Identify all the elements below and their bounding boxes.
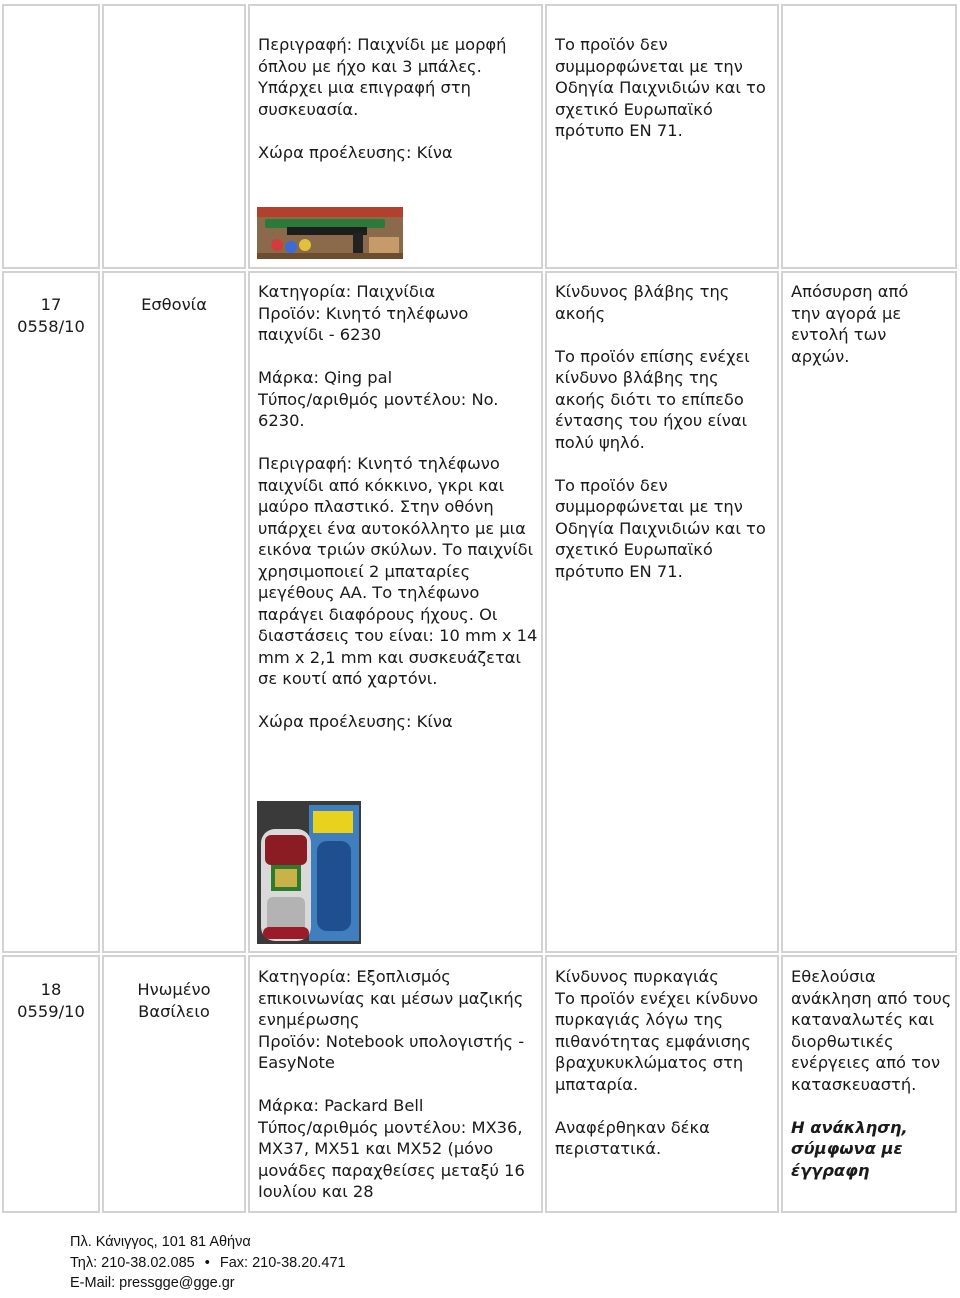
row18-risk-title: Κίνδυνος πυρκαγιάς	[555, 967, 719, 986]
footer-email[interactable]: E-Mail: pressgge@gge.gr	[70, 1275, 235, 1291]
row17-id	[4, 294, 98, 337]
toy-gun-image	[257, 207, 403, 259]
row17-category: Κατηγορία: Παιχνίδια	[258, 282, 436, 301]
row17-country-cell	[102, 271, 246, 953]
toy-gun-photo	[257, 207, 403, 259]
row17-country: Εσθονία	[141, 295, 207, 314]
row18-product-text	[258, 966, 540, 1203]
row18-note: Η ανάκληση, σύμφωνα με έγγραφη	[791, 1117, 908, 1180]
row18-risk-text	[555, 966, 775, 1160]
row16-origin: Χώρα προέλευσης: Κίνα	[258, 142, 453, 162]
toy-phone-image	[257, 801, 361, 944]
row18-measures: Εθελούσια ανάκληση από τους καταναλωτές και διορθωτικές ενέργειες από τον κατασκευαστή.	[791, 967, 952, 1094]
row16-number-cell	[2, 4, 100, 269]
footer-fax: Fax: 210-38.20.471	[219, 1254, 346, 1271]
page-footer	[70, 1232, 346, 1294]
row18-risk-detail: Το προϊόν ενέχει κίνδυνο πυρκαγιάς λόγω της πιθανότητας εμφάνισης βραχυκυκλώματος στη μπαταρία.	[555, 988, 759, 1094]
row16-measures-cell	[781, 4, 957, 269]
row18-measures-text	[791, 966, 953, 1181]
row18-category: Κατηγορία: Εξοπλισμός επικοινωνίας και μέσων μαζικής ενημέρωσης	[258, 967, 524, 1029]
row16-country-cell	[102, 4, 246, 269]
row16-nonconformity: Το προϊόν δεν συμμορφώνεται με την Οδηγία Παιχνιδιών και το σχετικό Ευρωπαϊκό πρότυπο ΕΝ 71.	[555, 35, 766, 140]
row18-product: Προϊόν: Notebook υπολογιστής - EasyNote	[258, 1031, 525, 1072]
row17-product: Προϊόν: Κινητό τηλέφωνο παιχνίδι - 6230	[258, 303, 469, 344]
row18-ref: 0559/10	[17, 1001, 85, 1021]
row16-risk-text	[555, 34, 770, 142]
row18-incidents: Αναφέρθηκαν δέκα περιστατικά.	[555, 1117, 710, 1158]
row17-risk-title: Κίνδυνος βλάβης της ακοής	[555, 282, 730, 323]
row17-measures-cell	[781, 271, 957, 953]
row18-number: 18	[40, 980, 62, 999]
row18-country: Ηνωμένο Βασίλειο	[137, 980, 211, 1021]
row17-brand: Μάρκα: Qing pal	[258, 368, 393, 387]
row17-risk-detail: Το προϊόν επίσης ενέχει κίνδυνο βλάβης της ακοής διότι το επίπεδο έντασης του ήχου είναι πολύ ψηλό.	[555, 346, 750, 452]
footer-address: Πλ. Κάνιγγος, 101 81 Αθήνα	[70, 1234, 251, 1250]
row17-number-cell	[2, 271, 100, 953]
row17-number: 17	[40, 295, 62, 314]
row17-risk-text	[555, 281, 770, 582]
footer-contact	[70, 1253, 346, 1274]
row18-id	[4, 979, 98, 1022]
row18-brand: Μάρκα: Packard Bell	[258, 1096, 424, 1115]
row17-product-text	[258, 281, 538, 733]
row17-nonconformity: Το προϊόν δεν συμμορφώνεται με την Οδηγία Παιχνιδιών και το σχετικό Ευρωπαϊκό πρότυπο ΕΝ 71.	[555, 475, 766, 581]
row17-ref: 0558/10	[17, 316, 85, 336]
row16-product-text	[258, 34, 538, 163]
footer-phone: Τηλ: 210-38.02.085	[70, 1254, 195, 1271]
toy-phone-photo	[257, 801, 361, 944]
row18-model: Τύπος/αριθμός μοντέλου: MX36, MX37, MX51 και MX52 (μόνο μονάδες παραχθείσες μεταξύ 16 Ιουλίου και 28	[258, 1117, 525, 1201]
row17-measures: Απόσυρση από την αγορά με εντολή των αρχών.	[791, 282, 909, 366]
footer-separator: •	[204, 1254, 210, 1271]
row16-description: Περιγραφή: Παιχνίδι με μορφή όπλου με ήχο και 3 μπάλες. Υπάρχει μια επιγραφή στη συσκευασία.	[258, 35, 507, 119]
row17-origin: Χώρα προέλευσης: Κίνα	[258, 712, 453, 731]
row17-description: Περιγραφή: Κινητό τηλέφωνο παιχνίδι από κόκκινο, γκρι και μαύρο πλαστικό. Στην οθόνη υπάρχει ένα αυτοκόλλητο με μια εικόνα τριών σκύλων. Το παιχνίδι χρησιμοποιεί 2 μπαταρίες μεγέθους ΑΑ. Το τηλέφωνο παράγει διαφόρους ήχους. Οι διαστάσεις του είναι: 10 mm x 14 mm x 2,1 mm και συσκευάζεται σε κουτί από χαρτόνι.	[258, 454, 538, 688]
row17-model: Τύπος/αριθμός μοντέλου: No. 6230.	[258, 389, 499, 430]
